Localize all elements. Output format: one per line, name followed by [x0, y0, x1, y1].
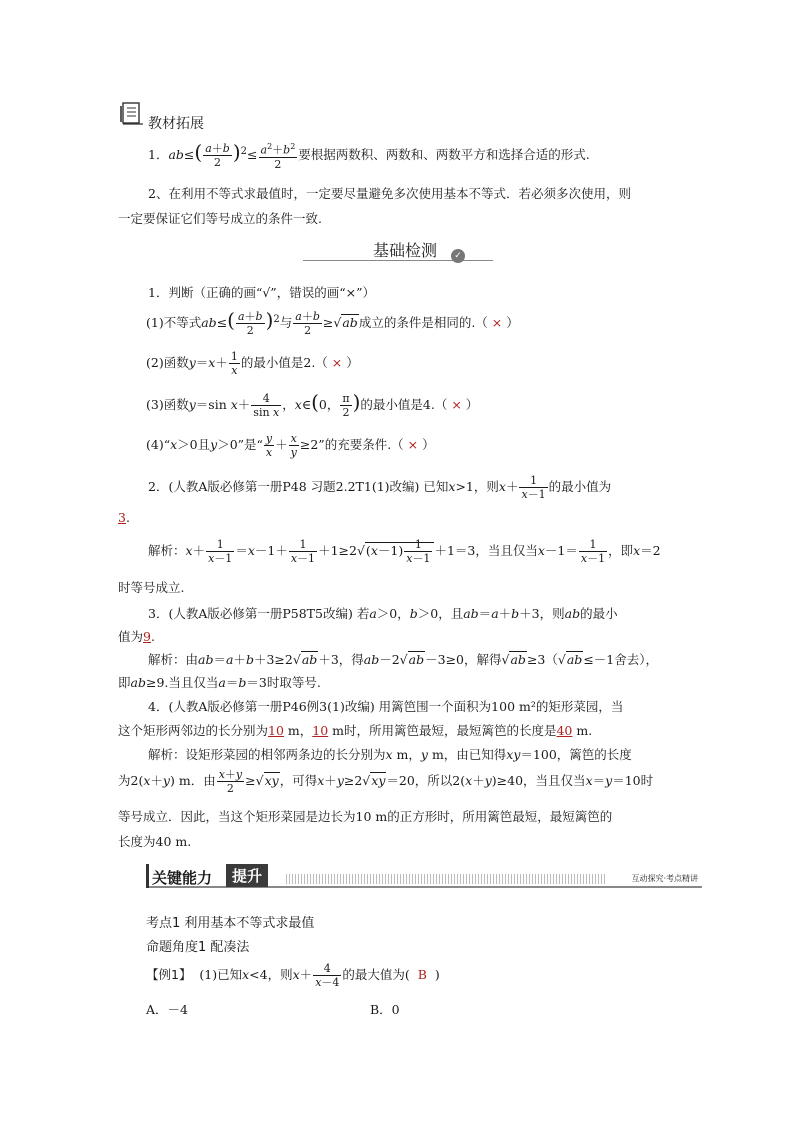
- q4-line-2: 这个矩形两邻边的长分别为10 m，10 m时，所用篱笆最短，最短篱笆的长度是40 m.: [118, 723, 593, 738]
- q3-line-2: 值为9.: [118, 629, 155, 644]
- q2-answer: 3: [118, 510, 126, 525]
- q2-solution-1: 解析：x＋ $\frac{1}{x-1}$ ＝x－1＋ $\frac{1}{x-1}$ ＋1≥2√(x－1) $\frac{1}{x-1}$ ＋1＝3，当且仅当x－1＝ $\frac{1}{x-1}$ ，即x＝2: [148, 538, 661, 565]
- key-ability-banner: [146, 864, 702, 890]
- q4-line-1: 4．(人教A版必修第一册P46例3(1)改编) 用篱笆围一个面积为100 m²的矩形菜园，当: [148, 699, 624, 714]
- basic-check-banner: [303, 236, 493, 264]
- q1-item-2: (2)函数y＝x＋ $\frac{1}{x}$ 的最小值是2.（ × ）: [146, 350, 359, 377]
- check-icon: ✓: [451, 249, 465, 263]
- example-label: 【例1】: [146, 967, 192, 982]
- q3-solution-2: 即ab≥9.当且仅当a＝b＝3时取等号.: [118, 675, 321, 690]
- q4-answer-2: 10: [312, 723, 329, 738]
- textbook-icon: [118, 100, 144, 126]
- q2-solution-2: 时等号成立.: [118, 580, 185, 595]
- q1-item-4: (4)“x＞0且y＞0”是“ $\frac{y}{x}$ ＋ $\frac{x}{y}$ ≥2”的充要条件.（ × ）: [146, 432, 435, 459]
- cross-mark: ×: [331, 355, 343, 370]
- q1-intro: 1．判断（正确的画“√”，错误的画“×”）: [148, 285, 375, 300]
- kaodian-title: 考点1 利用基本不等式求最值: [146, 916, 315, 931]
- q2-line-1: 2．(人教A版必修第一册P48 习题2.2T1(1)改编) 已知x>1，则x＋ $\frac{1}{x-1}$ 的最小值为: [148, 474, 612, 501]
- cross-mark: ×: [451, 397, 462, 412]
- cross-mark: ×: [407, 437, 419, 452]
- q3-line-1: 3．(人教A版必修第一册P58T5改编) 若a＞0，b＞0，且ab＝a＋b＋3，则ab的最小: [148, 606, 618, 621]
- q4-answer-3: 40: [556, 723, 573, 738]
- example-answer: B: [417, 967, 427, 982]
- cross-mark: ×: [491, 315, 503, 330]
- q4-solution-1: 解析：设矩形菜园的相邻两条边的长分别为x m，y m，由已知得xy＝100，篱笆的长度: [148, 747, 632, 762]
- mingti-title: 命题角度1 配凑法: [146, 940, 250, 955]
- key-ability-badge: 提升: [226, 864, 268, 887]
- q1-item-3: (3)函数y＝sin x＋ $\frac{4}{\text{sin x}}$ ，x∈(0， $\frac{\pi}{2}$ )的最小值是4.（ × ）: [146, 390, 479, 419]
- key-ability-title: 关键能力: [152, 869, 213, 887]
- q1-item-1: (1)不等式ab≤( $\frac{a+b}{2}$ )$^2$与 $\frac{a+b}{2}$ ≥√ab成立的条件是相同的.（ × ）: [146, 308, 519, 337]
- q4-solution-4: 长度为40 m.: [118, 834, 192, 849]
- textbook-ext-item-1: 1．ab≤( $\frac{a+b}{2}$ )$^2$≤ $\frac{a^2+b^2}{2}$ 要根据两数积、两数和、两数平方和选择合适的形式.: [148, 140, 590, 171]
- q3-answer: 9: [143, 629, 151, 644]
- key-ability-tag: 互动探究·考点精讲: [631, 874, 698, 883]
- basic-check-heading: 基础检测: [373, 241, 438, 260]
- q2-line-2: 3.: [118, 510, 130, 525]
- textbook-ext-item-2b: 一定要保证它们等号成立的条件一致.: [118, 211, 322, 226]
- example-1: 【例1】 (1)已知x<4，则x＋ $\frac{4}{x-4}$ 的最大值为( B ): [146, 962, 440, 989]
- q4-solution-3: 等号成立．因此，当这个矩形菜园是边长为10 m的正方形时，所用篱笆最短，最短篱笆的: [118, 809, 613, 824]
- q3-solution-1: 解析：由ab＝a＋b＋3≥2√ab＋3，得ab－2√ab－3≥0，解得√ab≥3（√ab≤－1舍去），: [148, 652, 659, 667]
- textbook-ext-item-2a: 2、在利用不等式求最值时，一定要尽量避免多次使用基本不等式．若必须多次使用，则: [148, 186, 631, 201]
- q4-solution-2: 为2(x＋y) m．由 $\frac{x+y}{2}$ ≥√xy，可得x＋y≥2√xy＝20，所以2(x＋y)≥40，当且仅当x＝y＝10时: [118, 768, 654, 795]
- option-b: B．0: [370, 1002, 400, 1017]
- textbook-ext-heading: 教材拓展: [148, 116, 204, 132]
- q4-answer-1: 10: [268, 723, 284, 738]
- option-a: A．－4: [146, 1002, 188, 1017]
